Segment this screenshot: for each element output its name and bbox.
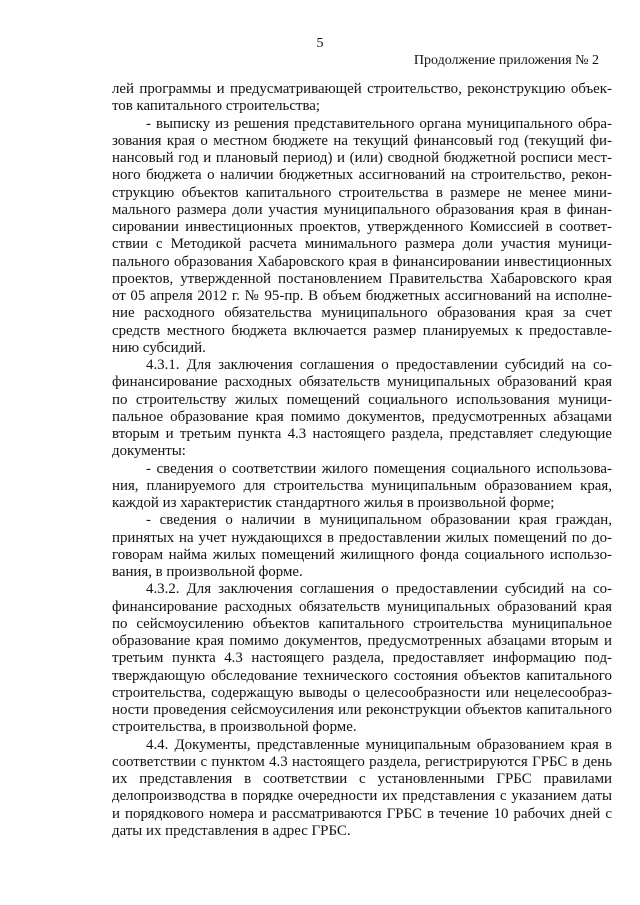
paragraph-continued: лей программы и предусматривающей строительство, реконструкцию объектов капитального строительства; [112,81,612,115]
appendix-continuation-label: Продолжение приложения № 2 [413,53,599,68]
paragraph-4-3-2: 4.3.2. Для заключения соглашения о предоставлении субсидий на софинансирование расходных обязательств муниципальных образований края по сейсмоусилению объектов капитального строительства муниципальное образование края помимо документов, предусмотренных абзацами вторым и третьим пункта 4.3 настоящего раздела, предоставляет информацию подтверждающую обследование технического состояния объектов капитального строительства, содержащую выводы о целесообразности или нецелесообразности проведения сейсмоусиления или реконструкции объектов капитального строительства, в произвольной форме. [112,581,612,736]
paragraph-registered-citizens: - сведения о наличии в муниципальном образовании края граждан, принятых на учет нуждающихся в предоставлении жилых помещений по договорам найма жилых помещений жилищного фонда социального использования, в произвольной форме. [112,512,612,580]
paragraph-4-4: 4.4. Документы, представленные муниципальным образованием края в соответствии с пунктом 4.3 настоящего раздела, регистрируются ГРБС в день их представления в соответствии с установленными ГРБС правилами делопроизводства в порядке очередности их представления с указанием даты и порядкового номера и рассматриваются ГРБС в течение 10 рабочих дней с даты их представления в адрес ГРБС. [112,736,612,839]
paragraph-budget-extract: - выписку из решения представительного органа муниципального образования края о местном бюджете на текущий финансовый год (текущий финансовый год и плановый период) и (или) сводной бюджетной росписи местного бюджета о наличии бюджетных ассигнований на строительство, реконструкцию объектов капитального строительства в размере не менее минимального размера доли участия муниципального образования края в финансировании инвестиционных проектов, утвержденного Комиссией в соответствии с Методикой расчета минимального размера доли участия муниципального образования Хабаровского края в финансировании инвестиционных проектов, утвержденной постановлением Правительства Хабаровского края от 05 апреля 2012 г. № 95-пр. В объем бюджетных ассигнований на исполнение расходного обязательства муниципального образования края за счет средств местного бюджета включается размер планируемых к предоставлению субсидий. [112,115,612,356]
paragraph-housing-compliance: - сведения о соответствии жилого помещения социального использования, планируемого для строительства муниципальным образованием края, каждой из характеристик стандартного жилья в произвольной форме; [112,460,612,511]
page-number: 5 [316,36,324,51]
document-body [112,81,612,840]
paragraph-4-3-1: 4.3.1. Для заключения соглашения о предоставлении субсидий на софинансирование расходных обязательств муниципальных образований края по строительству жилых помещений социального использования муниципальное образование края помимо документов, предусмотренных абзацами вторым и третьим пункта 4.3 настоящего раздела, представляет следующие документы: [112,357,612,460]
